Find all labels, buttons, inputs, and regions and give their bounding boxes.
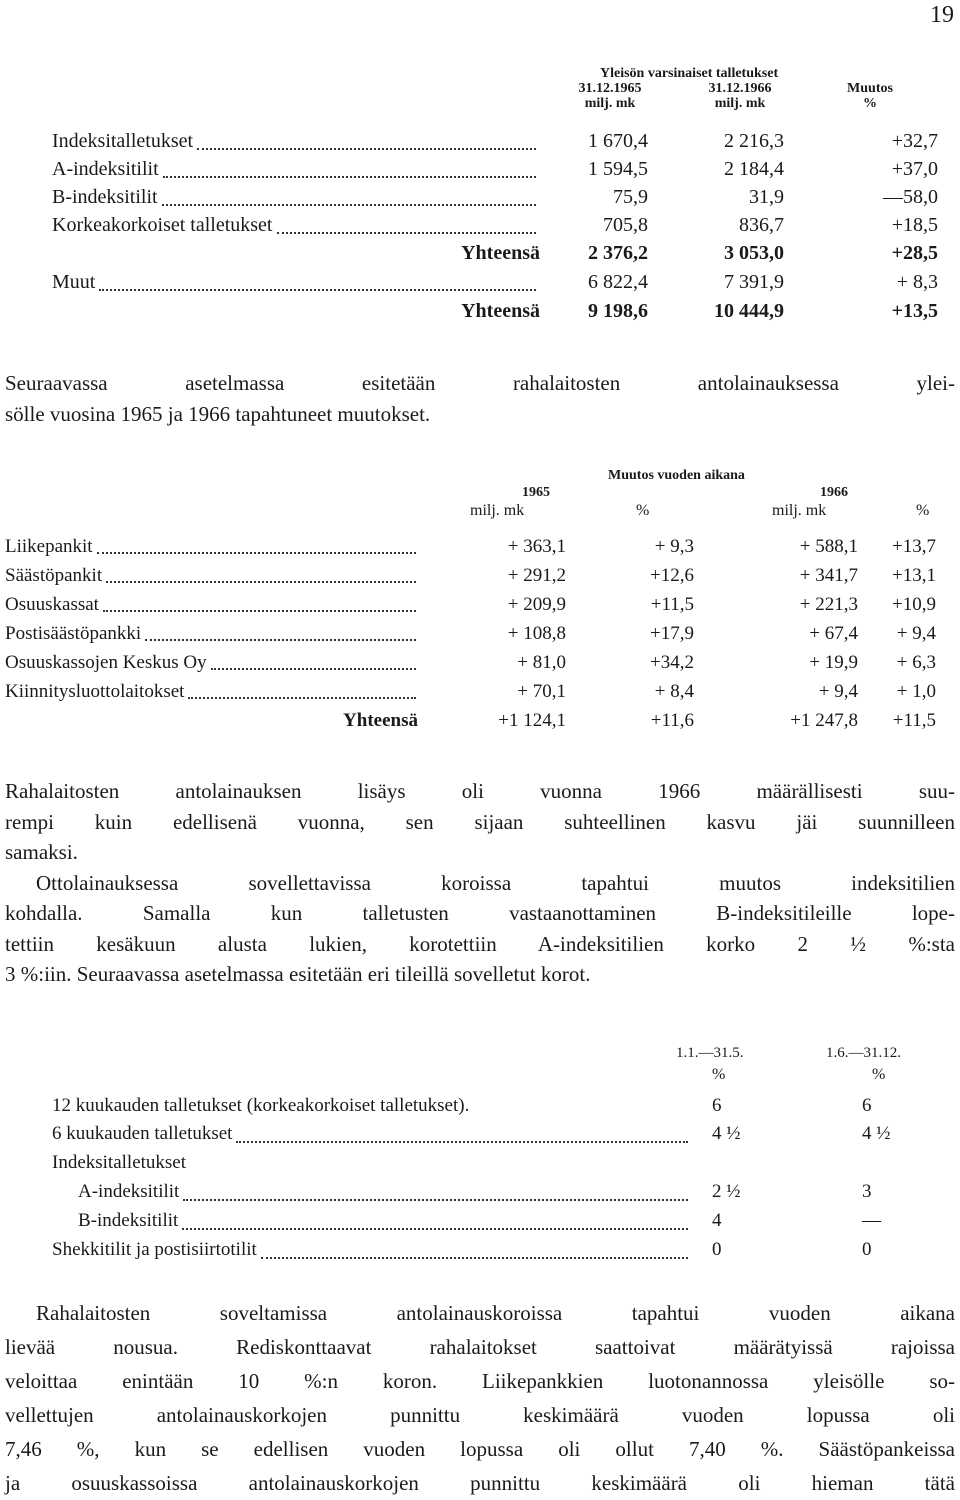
row-label: Shekkitilit ja postisiirtotilit <box>52 1239 257 1260</box>
cell-value: +34,2 <box>650 652 694 673</box>
cell-value: — <box>862 1210 881 1231</box>
table-row <box>52 269 540 296</box>
table-row <box>5 619 420 646</box>
cell-value: + 8,3 <box>896 271 938 293</box>
cell-value: +11,5 <box>650 594 694 615</box>
cell-value: + 8,4 <box>654 681 694 702</box>
table1-group-header: Yleisön varsinaiset talletukset <box>600 66 779 81</box>
table3-col2-header: 1.6.—31.12. <box>826 1045 901 1061</box>
text-line: Seuraavassa asetelmassa esitetään rahalaitosten antolainauksessa ylei- <box>5 371 955 395</box>
text-line: Rahalaitosten soveltamissa antolainauskoroissa tapahtui vuoden aikana <box>36 1301 955 1325</box>
total-label: Yhteensä <box>461 242 540 264</box>
table-row <box>52 1119 692 1148</box>
cell-value: +32,7 <box>891 130 938 152</box>
text-line: tettiin kesäkuun alusta lukien, korotettiin A-indeksitilien korko 2 ½ %:sta <box>5 931 955 956</box>
table-row <box>52 184 540 211</box>
table1-col2-date: 31.12.1966 <box>708 81 772 96</box>
table2-unit1: milj. mk <box>470 502 525 519</box>
table-row <box>5 677 420 704</box>
cell-value: +13,7 <box>892 536 936 557</box>
cell-value: +10,9 <box>892 594 936 615</box>
cell-value: + 221,3 <box>799 594 858 615</box>
cell-value: 1 670,4 <box>588 130 648 152</box>
row-label: Muut <box>52 271 96 293</box>
paragraph-2 <box>5 776 955 990</box>
cell-value: 2 ½ <box>712 1181 741 1202</box>
cell-value: + 6,3 <box>896 652 936 673</box>
table1-col3-header: Muutos <box>847 81 893 96</box>
cell-value: +13,1 <box>892 565 936 586</box>
cell-value: 9 198,6 <box>588 300 648 322</box>
cell-value: + 19,9 <box>809 652 858 673</box>
cell-value: +13,5 <box>891 300 938 322</box>
table1-col3-unit: % <box>863 96 877 111</box>
cell-value: 836,7 <box>739 214 784 236</box>
cell-value: 2 216,3 <box>724 130 784 152</box>
cell-value: 4 ½ <box>712 1123 741 1144</box>
table3-col2-unit: % <box>872 1066 886 1083</box>
cell-value: 31,9 <box>749 186 784 208</box>
cell-value: 2 376,2 <box>588 242 648 264</box>
cell-value: —58,0 <box>883 186 938 208</box>
cell-value: +12,6 <box>650 565 694 586</box>
row-label: Osuuskassojen Keskus Oy <box>5 652 207 673</box>
cell-value: 3 <box>862 1181 872 1202</box>
text-line: samaksi. <box>5 840 78 864</box>
cell-value: + 363,1 <box>507 536 566 557</box>
table-row <box>5 648 420 675</box>
text-line: 3 %:iin. Seuraavassa asetelmassa esitetään eri tileillä sovelletut korot. <box>5 962 591 986</box>
cell-value: 75,9 <box>613 186 648 208</box>
cell-value: + 341,7 <box>799 565 858 586</box>
paragraph-3 <box>5 1296 955 1500</box>
table-row <box>52 156 540 183</box>
row-label: B-indeksitilit <box>78 1210 179 1231</box>
table-row <box>5 590 420 617</box>
table-row <box>52 1235 692 1264</box>
row-label: Kiinnitysluottolaitokset <box>5 681 185 702</box>
text-line: Rahalaitosten antolainauksen lisäys oli vuonna 1966 määrällisesti suu- <box>5 779 955 803</box>
table-row <box>5 561 420 588</box>
text-line: Ottolainauksessa sovellettavissa koroissa tapahtui muutos indeksitilien <box>36 870 955 895</box>
cell-value: 1 594,5 <box>588 158 648 180</box>
table1-col1-unit: milj. mk <box>584 96 636 111</box>
row-label: 12 kuukauden talletukset (korkeakorkoiset talletukset). <box>52 1095 470 1116</box>
cell-value: + 108,8 <box>507 623 566 644</box>
table3-col1-unit: % <box>712 1066 726 1083</box>
cell-value: +37,0 <box>891 158 938 180</box>
row-label: A-indeksitilit <box>52 158 159 180</box>
cell-value: 6 <box>712 1095 722 1116</box>
row-label: A-indeksitilit <box>78 1181 180 1202</box>
cell-value: 6 822,4 <box>588 271 648 293</box>
cell-value: +1 247,8 <box>790 710 858 731</box>
cell-value: + 1,0 <box>896 681 936 702</box>
cell-value: 7 391,9 <box>724 271 784 293</box>
row-label: Postisäästöpankki <box>5 623 142 644</box>
text-line: rempi kuin edellisenä vuonna, sen sijaan suhteellinen kasvu jäi suunnilleen <box>5 809 955 834</box>
cell-value: +28,5 <box>891 242 938 264</box>
cell-value: + 588,1 <box>799 536 858 557</box>
cell-value: + 9,3 <box>654 536 694 557</box>
row-label: Liikepankit <box>5 536 93 557</box>
table-row <box>52 212 540 239</box>
table2-pct2: % <box>916 502 930 519</box>
cell-value: 0 <box>712 1239 722 1260</box>
cell-value: +11,5 <box>892 710 936 731</box>
table1-col1-date: 31.12.1965 <box>578 81 642 96</box>
table-row <box>78 1206 692 1235</box>
table3-col1-header: 1.1.—31.5. <box>676 1045 744 1061</box>
cell-value: + 67,4 <box>809 623 858 644</box>
text-line: 7,46 %, kun se edellisen vuoden lopussa oli ollut 7,40 %. Säästöpankeissa <box>5 1437 955 1461</box>
table-row <box>52 128 540 155</box>
total-label: Yhteensä <box>461 300 540 322</box>
cell-value: 4 <box>712 1210 722 1231</box>
cell-value: 10 444,9 <box>714 300 784 322</box>
text-line: lievää nousua. Rediskonttaavat rahalaitokset saattoivat määrätyissä rajoissa <box>5 1335 955 1359</box>
cell-value: + 9,4 <box>896 623 936 644</box>
cell-value: +1 124,1 <box>498 710 566 731</box>
row-label: Indeksitalletukset <box>52 1152 187 1173</box>
total-label: Yhteensä <box>343 710 418 731</box>
table2-year1: 1965 <box>522 485 550 500</box>
row-label: 6 kuukauden talletukset <box>52 1123 233 1144</box>
row-label: Osuuskassat <box>5 594 99 615</box>
cell-value: + 291,2 <box>507 565 566 586</box>
row-label: Indeksitalletukset <box>52 130 194 152</box>
cell-value: + 70,1 <box>517 681 566 702</box>
text-line: ja osuuskassoissa antolainauskorkojen punnittu keskimäärä oli hieman tätä <box>5 1471 955 1495</box>
cell-value: 0 <box>862 1239 872 1260</box>
table2-group-header: Muutos vuoden aikana <box>608 468 745 483</box>
row-label: Korkeakorkoiset talletukset <box>52 214 273 236</box>
table2-pct1: % <box>636 502 650 519</box>
cell-value: + 81,0 <box>517 652 566 673</box>
text-line: kohdalla. Samalla kun talletusten vastaanottaminen B-indeksitileille lope- <box>5 901 955 925</box>
table2-year2: 1966 <box>820 485 848 500</box>
table2-unit2: milj. mk <box>772 502 827 519</box>
cell-value: 6 <box>862 1095 872 1116</box>
table-row <box>5 532 420 559</box>
cell-value: + 209,9 <box>507 594 566 615</box>
cell-value: 3 053,0 <box>724 242 784 264</box>
text-line: veloittaa enintään 10 %:n koron. Liikepankkien luotonannossa yleisölle so- <box>5 1369 955 1393</box>
cell-value: + 9,4 <box>818 681 858 702</box>
cell-value: 705,8 <box>603 214 648 236</box>
cell-value: +18,5 <box>891 214 938 236</box>
cell-value: +11,6 <box>650 710 694 731</box>
text-line: vellettujen antolainauskorkojen punnittu keskimäärä vuoden lopussa oli <box>5 1403 955 1427</box>
cell-value: 4 ½ <box>862 1123 891 1144</box>
cell-value: 2 184,4 <box>724 158 784 180</box>
text-line: sölle vuosina 1965 ja 1966 tapahtuneet muutokset. <box>5 401 431 426</box>
cell-value: +17,9 <box>650 623 694 644</box>
page-number: 19 <box>930 2 954 28</box>
table-row <box>78 1177 692 1206</box>
paragraph-1 <box>5 368 955 429</box>
row-label: B-indeksitilit <box>52 186 158 208</box>
table1-col2-unit: milj. mk <box>714 96 766 111</box>
row-label: Säästöpankit <box>5 565 103 586</box>
